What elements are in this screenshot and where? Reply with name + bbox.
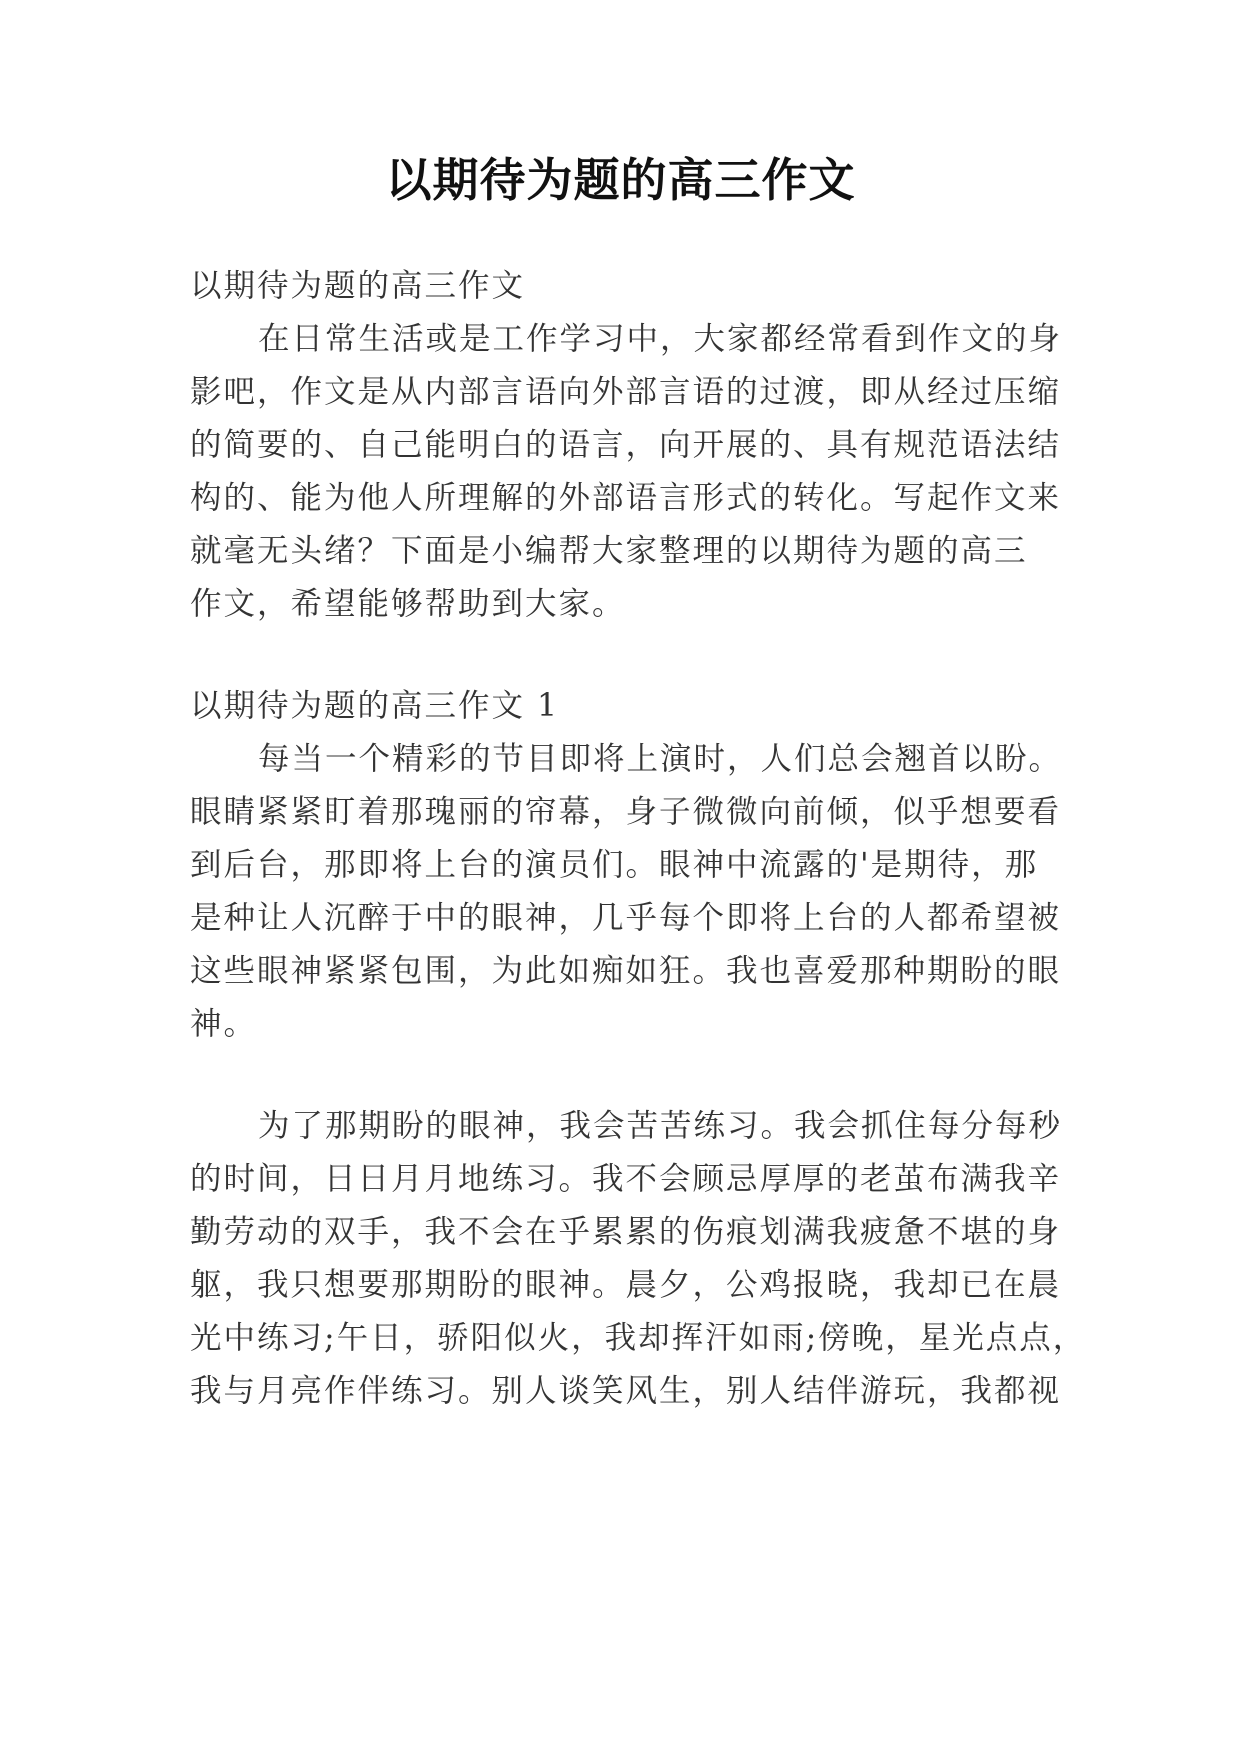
intro-line: 就毫无头绪？下面是小编帮大家整理的以期待为题的高三 bbox=[190, 533, 1028, 569]
paragraph-line: 躯，我只想要那期盼的眼神。晨夕，公鸡报晓，我却已在晨 bbox=[190, 1267, 1062, 1303]
paragraph-line: 每当一个精彩的节目即将上演时，人们总会翘首以盼。 bbox=[258, 741, 1063, 777]
paragraph-line: 到后台，那即将上台的演员们。眼神中流露的'是期待，那 bbox=[190, 847, 1039, 883]
paragraph-line: 的时间，日日月月地练习。我不会顾忌厚厚的老茧布满我辛 bbox=[190, 1161, 1062, 1197]
intro-line: 在日常生活或是工作学习中，大家都经常看到作文的身 bbox=[258, 321, 1063, 357]
intro-line: 作文，希望能够帮助到大家。 bbox=[190, 586, 626, 622]
paragraph-line: 勤劳动的双手，我不会在乎累累的伤痕划满我疲惫不堪的身 bbox=[190, 1214, 1062, 1250]
paragraph-line: 是种让人沉醉于中的眼神，几乎每个即将上台的人都希望被 bbox=[190, 900, 1062, 936]
document-title: 以期待为题的高三作文 bbox=[385, 153, 856, 207]
intro-line: 构的、能为他人所理解的外部语言形式的转化。写起作文来 bbox=[190, 480, 1062, 516]
section-heading: 以期待为题的高三作文 bbox=[190, 268, 526, 304]
paragraph-line: 神。 bbox=[190, 1006, 258, 1042]
paragraph-line: 为了那期盼的眼神，我会苦苦练习。我会抓住每分每秒 bbox=[258, 1108, 1063, 1144]
intro-line: 的简要的、自己能明白的语言，向开展的、具有规范语法结 bbox=[190, 427, 1062, 463]
intro-line: 影吧，作文是从内部言语向外部言语的过渡，即从经过压缩 bbox=[190, 374, 1062, 410]
paragraph-line: 光中练习;午日，骄阳似火，我却挥汗如雨;傍晚，星光点点， bbox=[190, 1320, 1087, 1356]
paragraph-line: 这些眼神紧紧包围，为此如痴如狂。我也喜爱那种期盼的眼 bbox=[190, 953, 1062, 989]
paragraph-line: 眼睛紧紧盯着那瑰丽的帘幕，身子微微向前倾，似乎想要看 bbox=[190, 794, 1062, 830]
paragraph-line: 我与月亮作伴练习。别人谈笑风生，别人结伴游玩，我都视 bbox=[190, 1373, 1062, 1409]
essay-heading: 以期待为题的高三作文 1 bbox=[190, 688, 560, 724]
